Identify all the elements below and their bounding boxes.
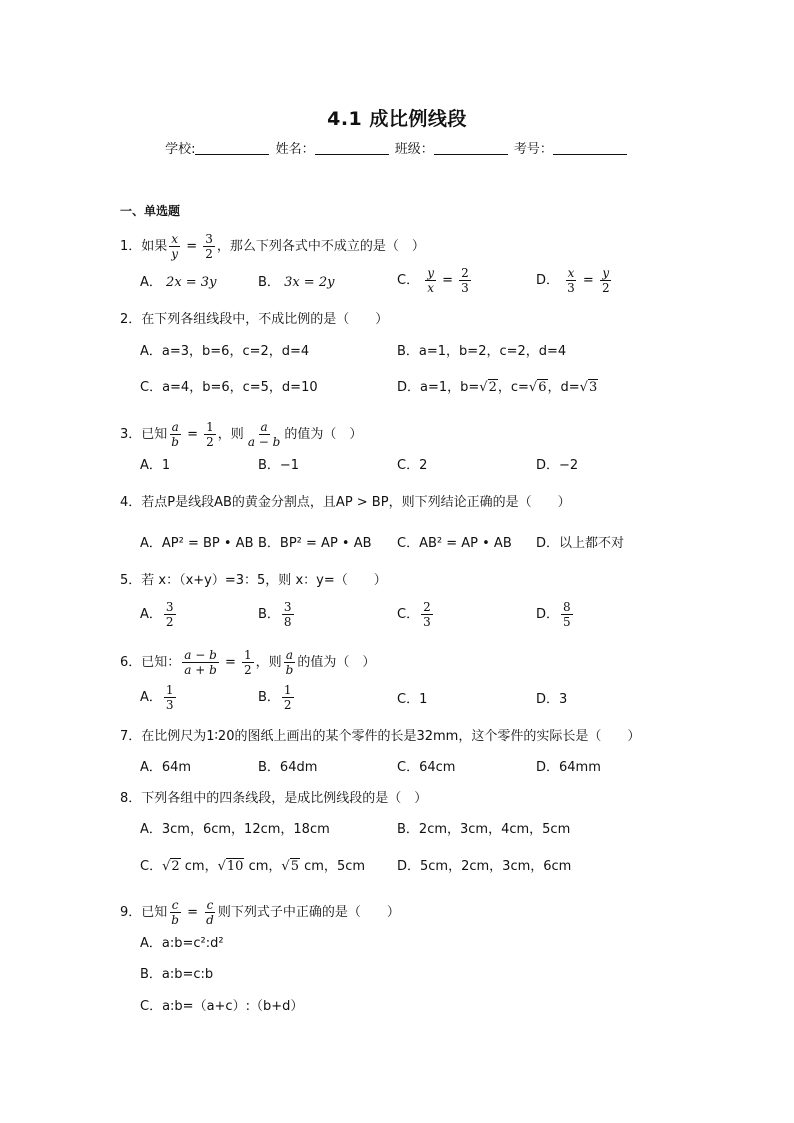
- q7-option-b[interactable]: B．64dm: [258, 760, 318, 775]
- q6-option-a[interactable]: A． $\frac{1}{3}$: [140, 683, 174, 712]
- student-info-line: [0, 138, 794, 157]
- q9-option-c[interactable]: C．a:b=（a+c）:（b+d）: [140, 999, 304, 1014]
- q3-option-c[interactable]: C．2: [397, 458, 428, 473]
- page-title: 4.1 成比例线段: [327, 108, 467, 130]
- q9-option-a[interactable]: A．a:b=c²:d²: [140, 936, 224, 951]
- q1-post: ，那么下列各式中不成立的是（ ）: [216, 239, 425, 254]
- q3-option-d[interactable]: D．−2: [536, 458, 579, 473]
- q1-option-d[interactable]: D． $\frac{x}{3}$ = $\frac{y}{2}$: [536, 266, 610, 295]
- question-1: 1．如果 $\frac{x}{y}$ = $\frac{3}{2}$ ，那么下列各式中不成立的是（ ）: [120, 232, 425, 261]
- q2-option-a[interactable]: A．a=3，b=6，c=2，d=4: [140, 344, 310, 359]
- q1-pre: 如果: [141, 239, 168, 254]
- q6-option-d[interactable]: D．3: [536, 692, 568, 707]
- question-4: 4．若点P是线段AB的黄金分割点，且AP > BP，则下列结论正确的是（ ）: [120, 495, 571, 510]
- q9-option-b[interactable]: B．a:b=c:b: [140, 967, 214, 982]
- section-heading: 一、单选题: [120, 204, 181, 218]
- q8-option-c[interactable]: C．√2 cm，√10 cm，√5 cm，5cm: [140, 859, 366, 874]
- q1-number: 1．: [120, 239, 142, 254]
- exam-no-label: 考号：: [513, 142, 553, 157]
- q6-option-c[interactable]: C．1: [397, 692, 428, 707]
- q1-fraction-32: $\frac{3}{2}$: [205, 232, 213, 261]
- question-7: 7．在比例尺为1∶20的图纸上画出的某个零件的长是32mm，这个零件的实际长是（ ）: [120, 729, 641, 744]
- q1-option-a[interactable]: A． 2x = 3y: [140, 275, 217, 290]
- q4-option-d[interactable]: D．以上都不对: [536, 536, 625, 551]
- q1-option-b[interactable]: B． 3x = 2y: [258, 275, 335, 290]
- q5-option-d[interactable]: D． $\frac{8}{5}$: [536, 600, 571, 629]
- name-label: 姓名：: [275, 142, 315, 157]
- q8-option-a[interactable]: A．3cm，6cm，12cm，18cm: [140, 822, 330, 837]
- q2-option-c[interactable]: C．a=4，b=6，c=5，d=10: [140, 380, 318, 395]
- q2-option-b[interactable]: B．a=1，b=2，c=2，d=4: [397, 344, 567, 359]
- q4-option-a[interactable]: A．AP² = BP • AB: [140, 536, 254, 551]
- q6-option-b[interactable]: B． $\frac{1}{2}$: [258, 683, 292, 712]
- question-6: 6．已知： $\frac{a - b}{a + b}$ = $\frac{1}{2}$ ，则 $\frac{a}{b}$ 的值为（ ）: [120, 648, 376, 677]
- question-8: 8．下列各组中的四条线段，是成比例线段的是（ ）: [120, 791, 428, 806]
- q8-option-d[interactable]: D．5cm，2cm，3cm，6cm: [397, 859, 572, 874]
- q2-option-d[interactable]: D．a=1，b=√2，c=√6，d=√3: [397, 380, 598, 395]
- class-blank[interactable]: [434, 141, 508, 155]
- q4-option-b[interactable]: B．BP² = AP • AB: [258, 536, 372, 551]
- q3-fraction-ab: $\frac{a}{b}$: [171, 420, 179, 449]
- q3-option-b[interactable]: B．−1: [258, 458, 300, 473]
- q7-option-c[interactable]: C．64cm: [397, 760, 456, 775]
- question-2: 2．在下列各组线段中，不成比例的是（ ）: [120, 312, 389, 327]
- q5-option-c[interactable]: C． $\frac{2}{3}$: [397, 600, 431, 629]
- q1-fraction-xy: $\frac{x}{y}$: [171, 232, 179, 261]
- q7-option-d[interactable]: D．64mm: [536, 760, 601, 775]
- q8-option-b[interactable]: B．2cm，3cm，4cm，5cm: [397, 822, 571, 837]
- school-blank[interactable]: [195, 141, 269, 155]
- name-blank[interactable]: [315, 141, 389, 155]
- q7-option-a[interactable]: A．64m: [140, 760, 192, 775]
- q5-option-a[interactable]: A． $\frac{3}{2}$: [140, 600, 174, 629]
- class-label: 班级：: [394, 142, 434, 157]
- question-5: 5．若 x：（x+y）=3：5，则 x：y=（ ）: [120, 573, 387, 588]
- q4-option-c[interactable]: C．AB² = AP • AB: [397, 536, 512, 551]
- school-label: 学校:: [165, 142, 196, 157]
- q3-option-a[interactable]: A．1: [140, 458, 171, 473]
- q1-option-c[interactable]: C． $\frac{y}{x}$ = $\frac{2}{3}$: [397, 266, 469, 295]
- question-3: 3．已知 $\frac{a}{b}$ = $\frac{1}{2}$ ，则 $\frac{a}{a - b}$ 的值为（ ）: [120, 420, 363, 449]
- exam-no-blank[interactable]: [553, 141, 627, 155]
- q5-option-b[interactable]: B． $\frac{3}{8}$: [258, 600, 292, 629]
- question-9: 9．已知 $\frac{c}{b}$ = $\frac{c}{d}$ 则下列式子中正确的是（ ）: [120, 898, 400, 927]
